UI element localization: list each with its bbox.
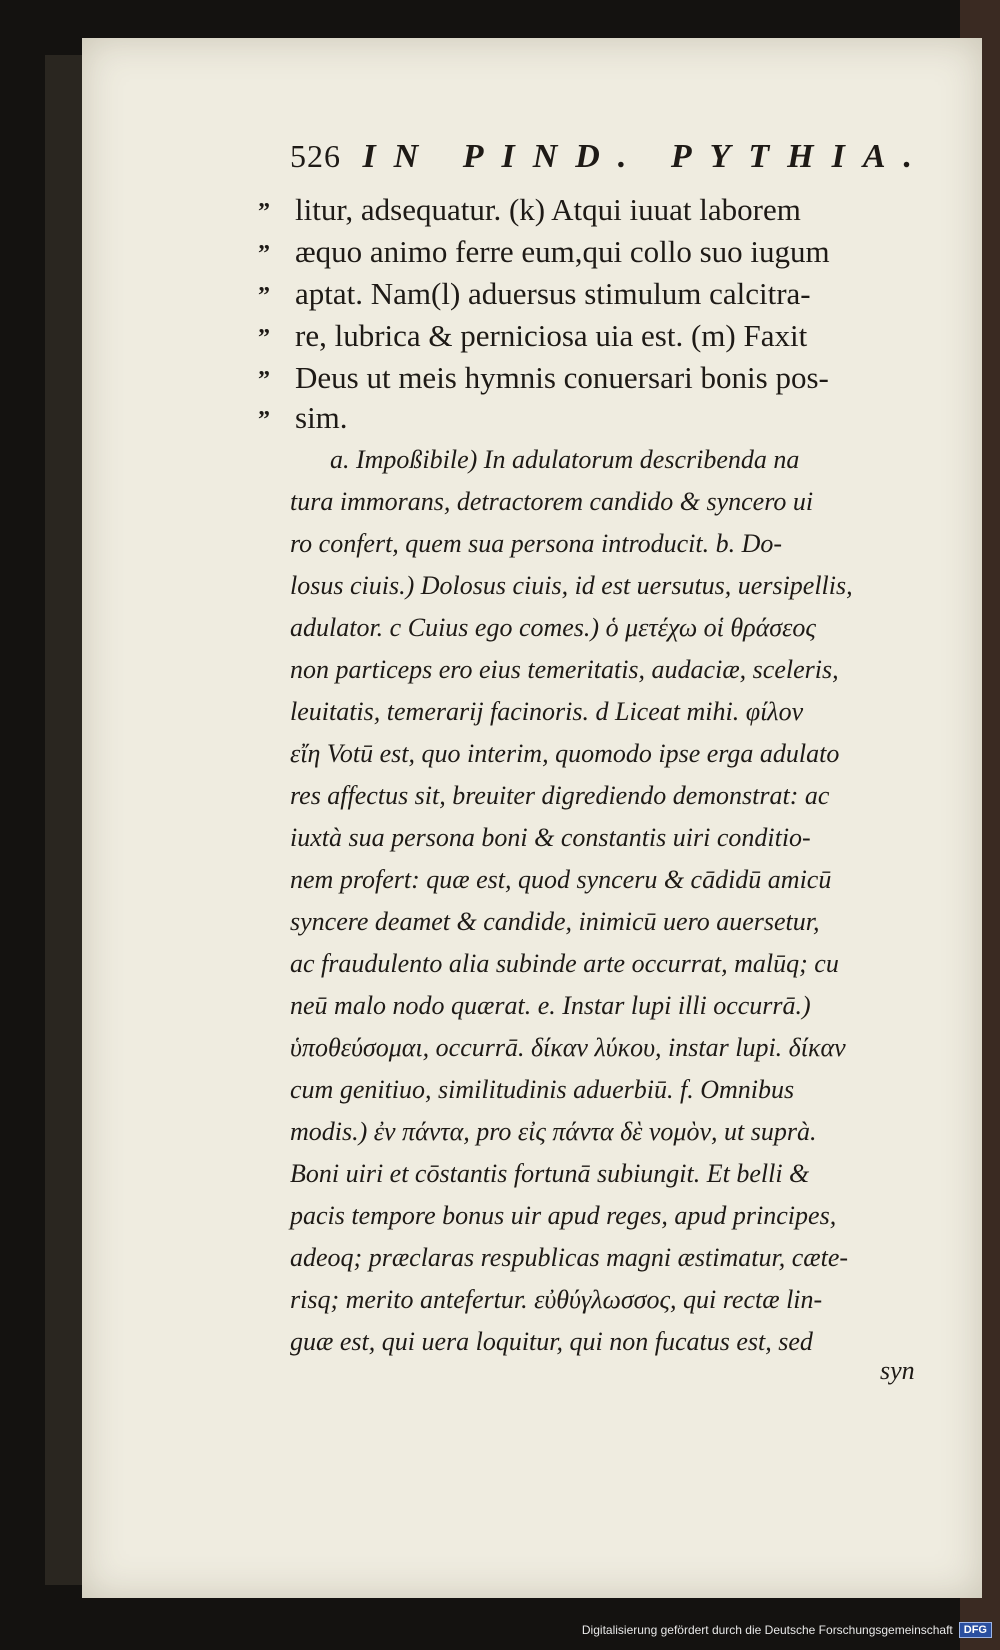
page-edge <box>45 55 85 1585</box>
translation-line: re, lubrica & perniciosa uia est. (m) Faxit <box>295 318 808 353</box>
commentary-line: ὑποθεύσομαι, occurrā. δίκαν λύκου, instar lupi. δίκαν <box>290 1033 846 1062</box>
commentary-line: res affectus sit, breuiter digrediendo demonstrat: ac <box>290 781 830 810</box>
running-title: IN PIND. PYTHIA. <box>362 138 930 175</box>
translation-line: æquo animo ferre eum,qui collo suo iugum <box>295 234 830 269</box>
quote-mark: ” <box>258 199 270 225</box>
commentary-line: nem profert: quæ est, quod synceru & cādidū amicū <box>290 865 832 894</box>
commentary-line: adulator. c Cuius ego comes.) ὁ μετέχω οἱ θράσεος <box>290 613 816 642</box>
translation-line: sim. <box>295 400 348 435</box>
commentary-line: cum genitiuo, similitudinis aduerbiū. f. Omnibus <box>290 1075 795 1104</box>
commentary-line: risq; merito antefertur. εὐθύγλωσσος, qui rectæ lin- <box>290 1285 823 1314</box>
quote-mark: ” <box>258 367 270 393</box>
commentary-line: losus ciuis.) Dolosus ciuis, id est uersutus, uersipellis, <box>290 571 853 600</box>
commentary-line: pacis tempore bonus uir apud reges, apud principes, <box>290 1201 837 1230</box>
translation-line: litur, adsequatur. (k) Atqui iuuat laborem <box>295 192 801 227</box>
quote-mark: ” <box>258 407 270 433</box>
commentary-line: a. Impoßibile) In adulatorum describenda na <box>330 445 800 474</box>
commentary-line: tura immorans, detractorem candido & syncero ui <box>290 487 814 516</box>
quote-mark: ” <box>258 325 270 351</box>
commentary-line: iuxtà sua persona boni & constantis uiri conditio- <box>290 823 811 852</box>
commentary-line: ro confert, quem sua persona introducit. b. Do- <box>290 529 783 558</box>
commentary-line: syncere deamet & candide, inimicū uero auersetur, <box>290 907 820 936</box>
commentary-line: modis.) ἐν πάντα, pro εἰς πάντα δὲ νομὸν, ut suprà. <box>290 1117 817 1146</box>
translation-line: aptat. Nam(l) aduersus stimulum calcitra- <box>295 276 811 311</box>
commentary-line: Boni uiri et cōstantis fortunā subiungit. Et belli & <box>290 1159 810 1188</box>
credit-text: Digitalisierung gefördert durch die Deutsche Forschungsgemeinschaft <box>581 1623 953 1637</box>
page-number: 526 <box>290 138 341 174</box>
dfg-logo: DFG <box>959 1622 992 1638</box>
catchword: syn <box>880 1356 915 1385</box>
translation-line: Deus ut meis hymnis conuersari bonis pos- <box>295 360 829 395</box>
commentary-line: neū malo nodo quærat. e. Instar lupi illi occurrā.) <box>290 991 811 1020</box>
commentary-line: non particeps ero eius temeritatis, audaciæ, sceleris, <box>290 655 839 684</box>
quote-mark: ” <box>258 283 270 309</box>
digitization-credit <box>582 1620 992 1640</box>
commentary-line: ac fraudulento alia subinde arte occurrat, malūq; cu <box>290 949 839 978</box>
commentary-line: leuitatis, temerarij facinoris. d Liceat mihi. φίλον <box>290 697 804 726</box>
running-head <box>290 138 930 176</box>
quote-mark: ” <box>258 241 270 267</box>
commentary-line: εἴη Votū est, quo interim, quomodo ipse erga adulato <box>290 739 840 768</box>
commentary-line: guæ est, qui uera loquitur, qui non fucatus est, sed <box>290 1327 813 1356</box>
commentary-line: adeoq; præclaras respublicas magni æstimatur, cæte- <box>290 1243 849 1272</box>
